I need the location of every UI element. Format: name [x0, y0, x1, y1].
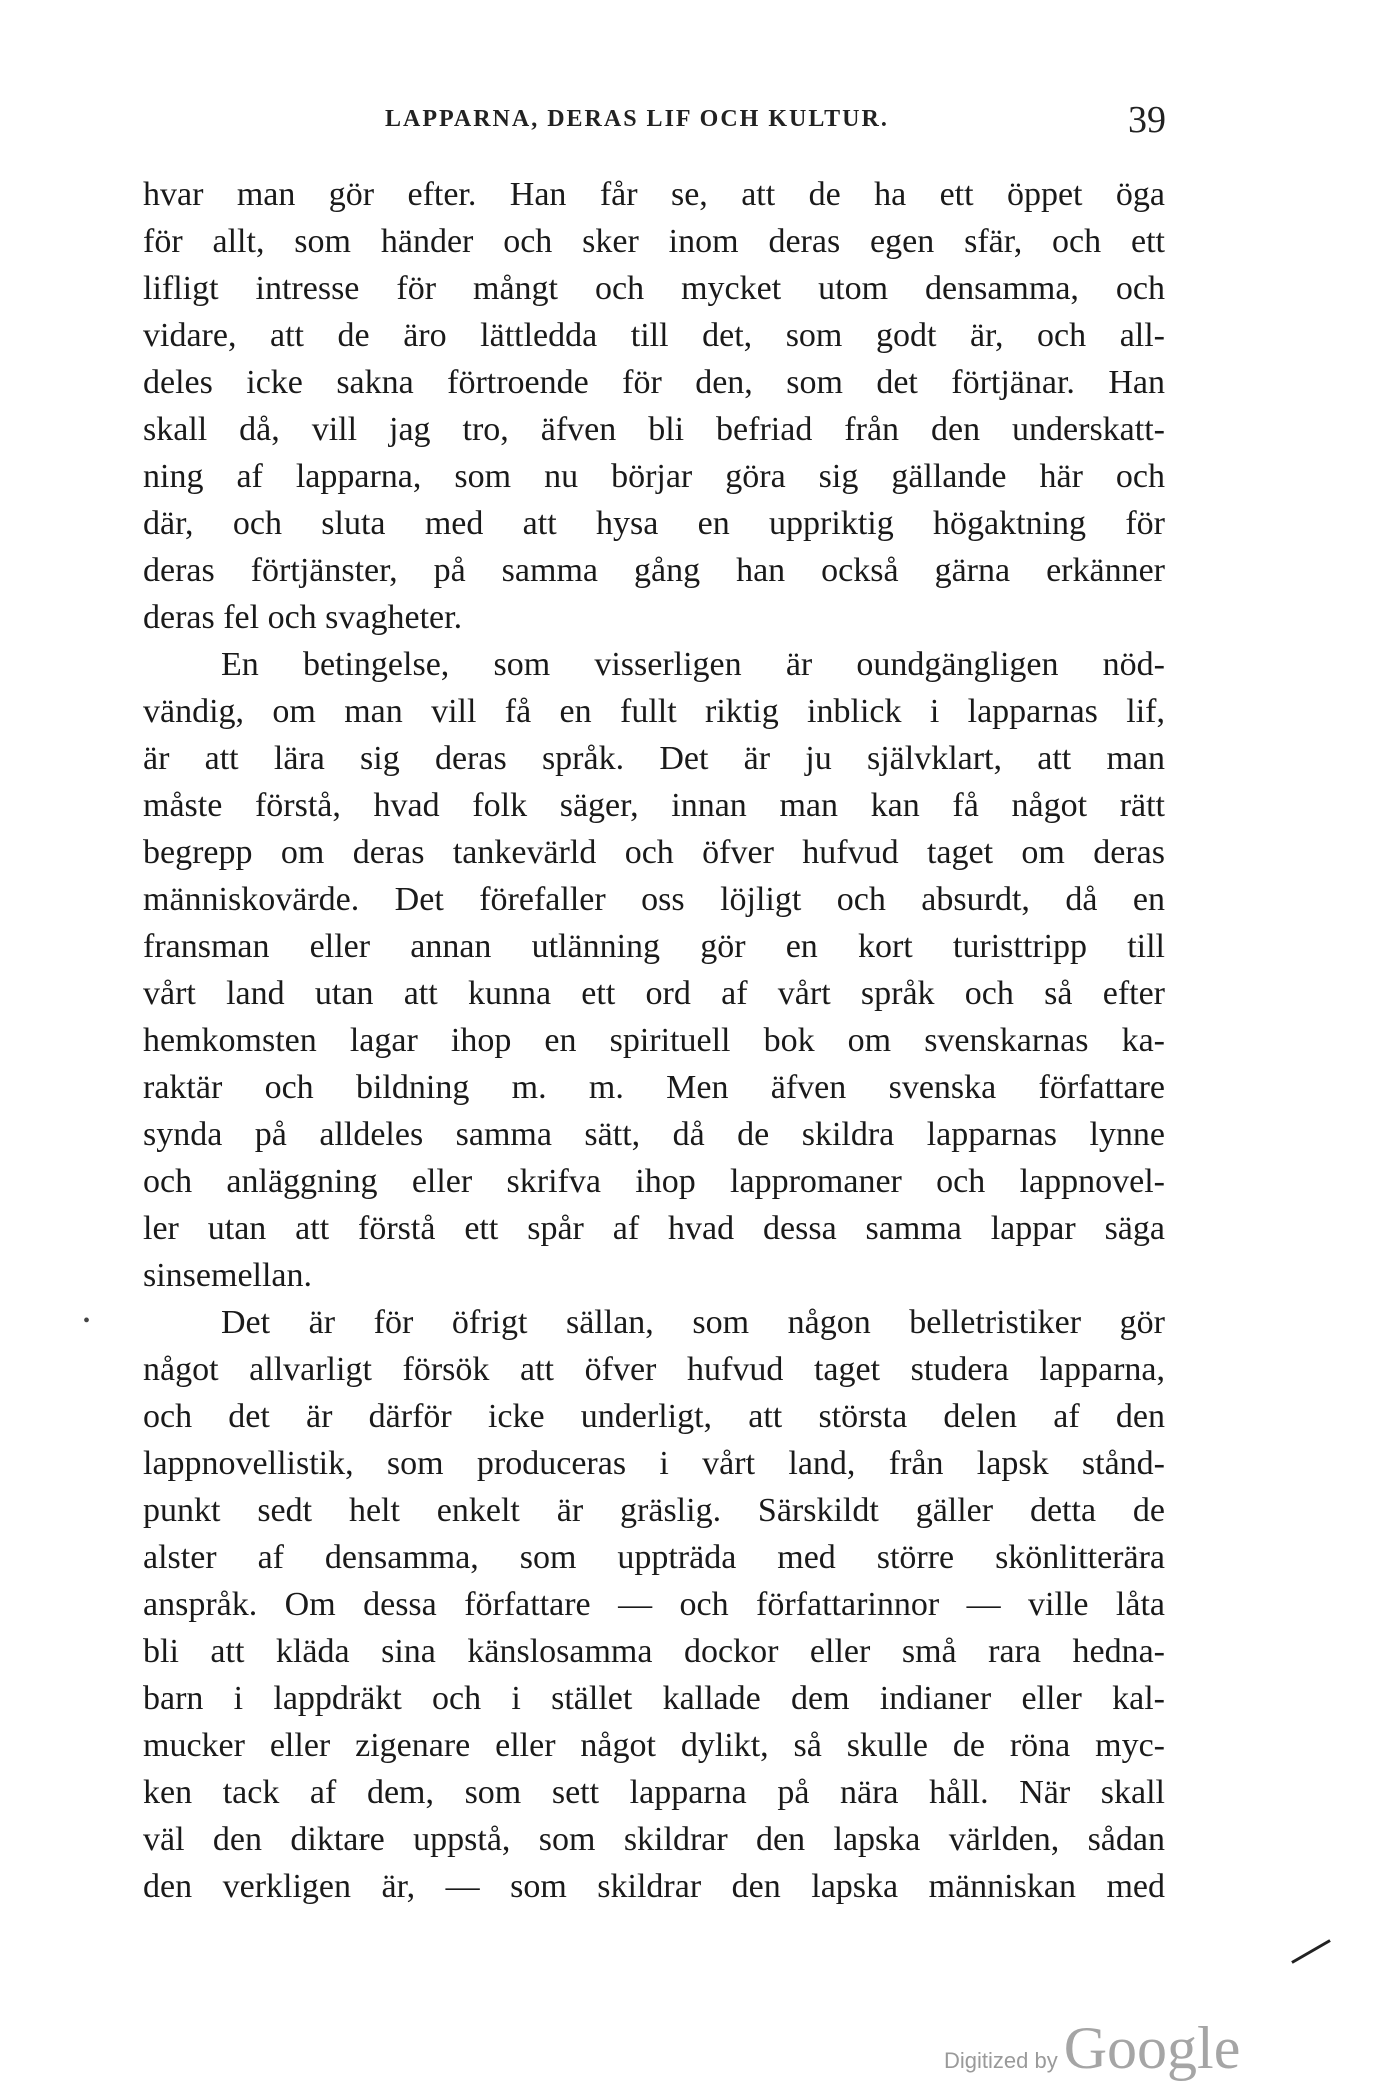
text-line: ken tack af dem, som sett lapparna på nära håll. När skall [143, 1774, 1165, 1811]
text-line: lifligt intresse för mångt och mycket utom densamma, och [143, 270, 1165, 307]
body-text [143, 171, 1165, 1910]
watermark-prefix: Digitized by [944, 2048, 1058, 2073]
text-line: väl den diktare uppstå, som skildrar den lapska världen, sådan [143, 1821, 1165, 1858]
text-line: deles icke sakna förtroende för den, som det förtjänar. Han [143, 364, 1165, 401]
text-line: vidare, att de äro lättledda till det, som godt är, och all- [143, 317, 1165, 354]
digitized-watermark [944, 2014, 1240, 2083]
text-line: raktär och bildning m. m. Men äfven svenska författare [143, 1069, 1165, 1106]
bullet-speck: • [83, 1310, 91, 1332]
text-line: alster af densamma, som uppträda med större skönlitterära [143, 1539, 1165, 1576]
text-line: ler utan att förstå ett spår af hvad dessa samma lappar säga [143, 1210, 1165, 1247]
page-number: 39 [1128, 99, 1166, 141]
text-line: den verkligen är, — som skildrar den lapska människan med [143, 1868, 1165, 1905]
google-logo: Google [1063, 2015, 1241, 2081]
text-line: bli att kläda sina känslosamma dockor eller små rara hedna- [143, 1633, 1165, 1670]
text-line: människovärde. Det förefaller oss löjligt och absurdt, då en [143, 881, 1165, 918]
text-line: för allt, som händer och sker inom deras egen sfär, och ett [143, 223, 1165, 260]
text-line: ning af lapparna, som nu börjar göra sig gällande här och [143, 458, 1165, 495]
text-line: begrepp om deras tankevärld och öfver hufvud taget om deras [143, 834, 1165, 871]
text-line: hemkomsten lagar ihop en spirituell bok om svenskarnas ka- [143, 1022, 1165, 1059]
text-line: något allvarligt försök att öfver hufvud taget studera lapparna, [143, 1351, 1165, 1388]
text-line: och det är därför icke underligt, att största delen af den [143, 1398, 1165, 1435]
text-line: synda på alldeles samma sätt, då de skildra lapparnas lynne [143, 1116, 1165, 1153]
text-line: sinsemellan. [143, 1257, 313, 1294]
text-line: fransman eller annan utlänning gör en kort turisttripp till [143, 928, 1165, 965]
text-line: En betingelse, som visserligen är oundgängligen nöd- [221, 646, 1165, 683]
text-line: punkt sedt helt enkelt är gräslig. Särskildt gäller detta de [143, 1492, 1165, 1529]
text-line: Det är för öfrigt sällan, som någon belletristiker gör [221, 1304, 1165, 1341]
pen-mark [1291, 1939, 1331, 1964]
text-line: där, och sluta med att hysa en uppriktig högaktning för [143, 505, 1165, 542]
text-line: och anläggning eller skrifva ihop lappromaner och lappnovel- [143, 1163, 1165, 1200]
text-line: skall då, vill jag tro, äfven bli befriad från den underskatt- [143, 411, 1165, 448]
running-head: LAPPARNA, DERAS LIF OCH KULTUR. [385, 106, 889, 132]
text-line: vändig, om man vill få en fullt riktig inblick i lapparnas lif, [143, 693, 1165, 730]
text-line: deras förtjänster, på samma gång han också gärna erkänner [143, 552, 1165, 589]
text-line: måste förstå, hvad folk säger, innan man kan få något rätt [143, 787, 1165, 824]
text-line: lappnovellistik, som produceras i vårt land, från lapsk stånd- [143, 1445, 1165, 1482]
text-line: vårt land utan att kunna ett ord af vårt språk och så efter [143, 975, 1165, 1012]
text-line: hvar man gör efter. Han får se, att de ha ett öppet öga [143, 176, 1165, 213]
text-line: deras fel och svagheter. [143, 599, 463, 636]
text-line: anspråk. Om dessa författare — och författarinnor — ville låta [143, 1586, 1165, 1623]
text-line: barn i lappdräkt och i stället kallade dem indianer eller kal- [143, 1680, 1165, 1717]
text-line: är att lära sig deras språk. Det är ju självklart, att man [143, 740, 1165, 777]
text-line: mucker eller zigenare eller något dylikt, så skulle de röna myc- [143, 1727, 1165, 1764]
